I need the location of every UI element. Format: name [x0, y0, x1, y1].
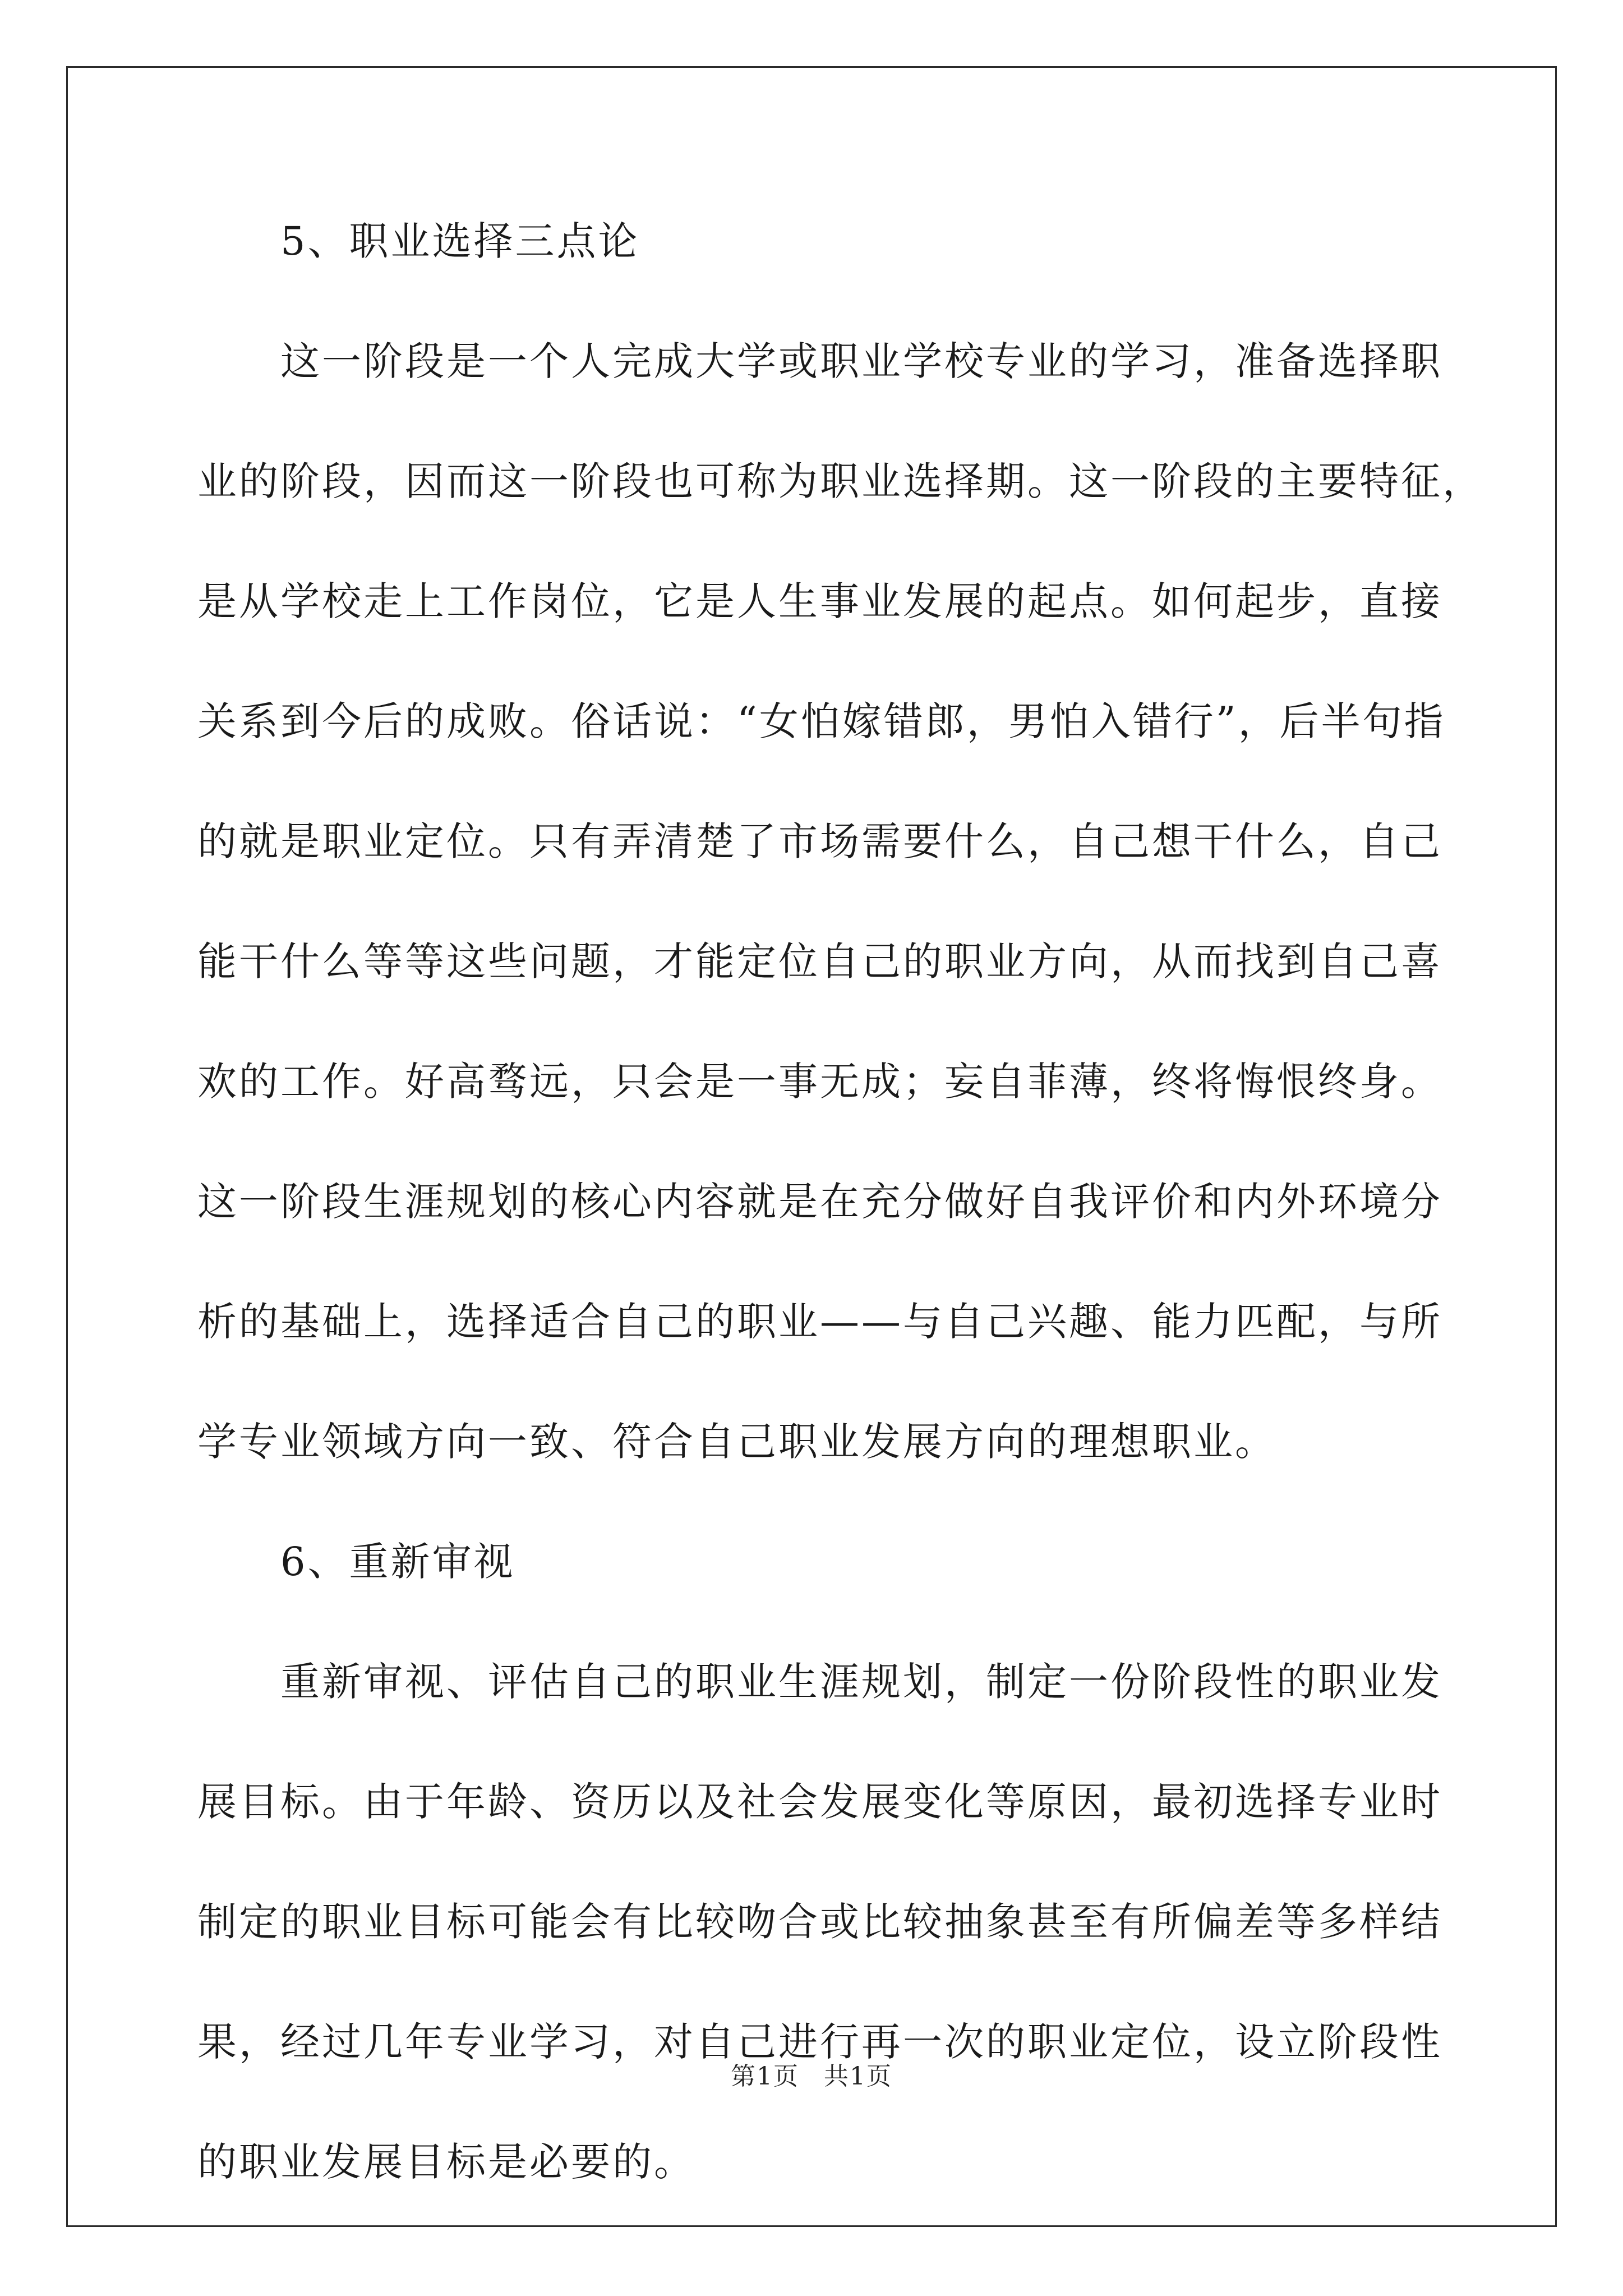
section-heading: 6、重新审视 — [280, 1539, 515, 1585]
paragraph-line: 学专业领域方向一致、符合自己职业发展方向的理想职业。 — [197, 1419, 1276, 1465]
paragraph-line: 欢的工作。好高骛远，只会是一事无成；妄自菲薄，终将悔恨终身。 — [197, 1059, 1442, 1105]
page-footer — [0, 2060, 1623, 2093]
paragraph-line: 是从学校走上工作岗位，它是人生事业发展的起点。如何起步，直接 — [197, 578, 1442, 624]
paragraph-line: 能干什么等等这些问题，才能定位自己的职业方向，从而找到自己喜 — [197, 938, 1442, 984]
section-paragraph — [197, 333, 1484, 1470]
paragraph-line: 制定的职业目标可能会有比较吻合或比较抽象甚至有所偏差等多样结 — [197, 1899, 1442, 1945]
paragraph-line: 的就是职业定位。只有弄清楚了市场需要什么，自己想干什么，自己 — [197, 818, 1442, 864]
paragraph-line: 展目标。由于年龄、资历以及社会发展变化等原因，最初选择专业时 — [197, 1779, 1442, 1825]
paragraph-line: 的职业发展目标是必要的。 — [197, 2139, 695, 2185]
page-number-current: 第1页 — [731, 2062, 799, 2091]
paragraph-line: 关系到今后的成败。俗话说：“女怕嫁错郎，男怕入错行”，后半句指 — [197, 698, 1446, 744]
section-paragraph — [197, 1654, 1442, 2190]
paragraph-line: 析的基础上，选择适合自己的职业——与自己兴趣、能力匹配，与所 — [197, 1299, 1442, 1345]
section-heading: 5、职业选择三点论 — [280, 218, 640, 264]
page-number-total: 共1页 — [824, 2062, 892, 2091]
document-body — [197, 213, 1484, 2190]
paragraph-line: 果，经过几年专业学习，对自己进行再一次的职业定位，设立阶段性 — [197, 2019, 1442, 2065]
paragraph-line: 重新审视、评估自己的职业生涯规划，制定一份阶段性的职业发 — [280, 1659, 1442, 1705]
paragraph-line: 业的阶段，因而这一阶段也可称为职业选择期。这一阶段的主要特征， — [197, 458, 1484, 504]
paragraph-line: 这一阶段是一个人完成大学或职业学校专业的学习，准备选择职 — [280, 338, 1442, 384]
paragraph-line: 这一阶段生涯规划的核心内容就是在充分做好自我评价和内外环境分 — [197, 1179, 1442, 1225]
